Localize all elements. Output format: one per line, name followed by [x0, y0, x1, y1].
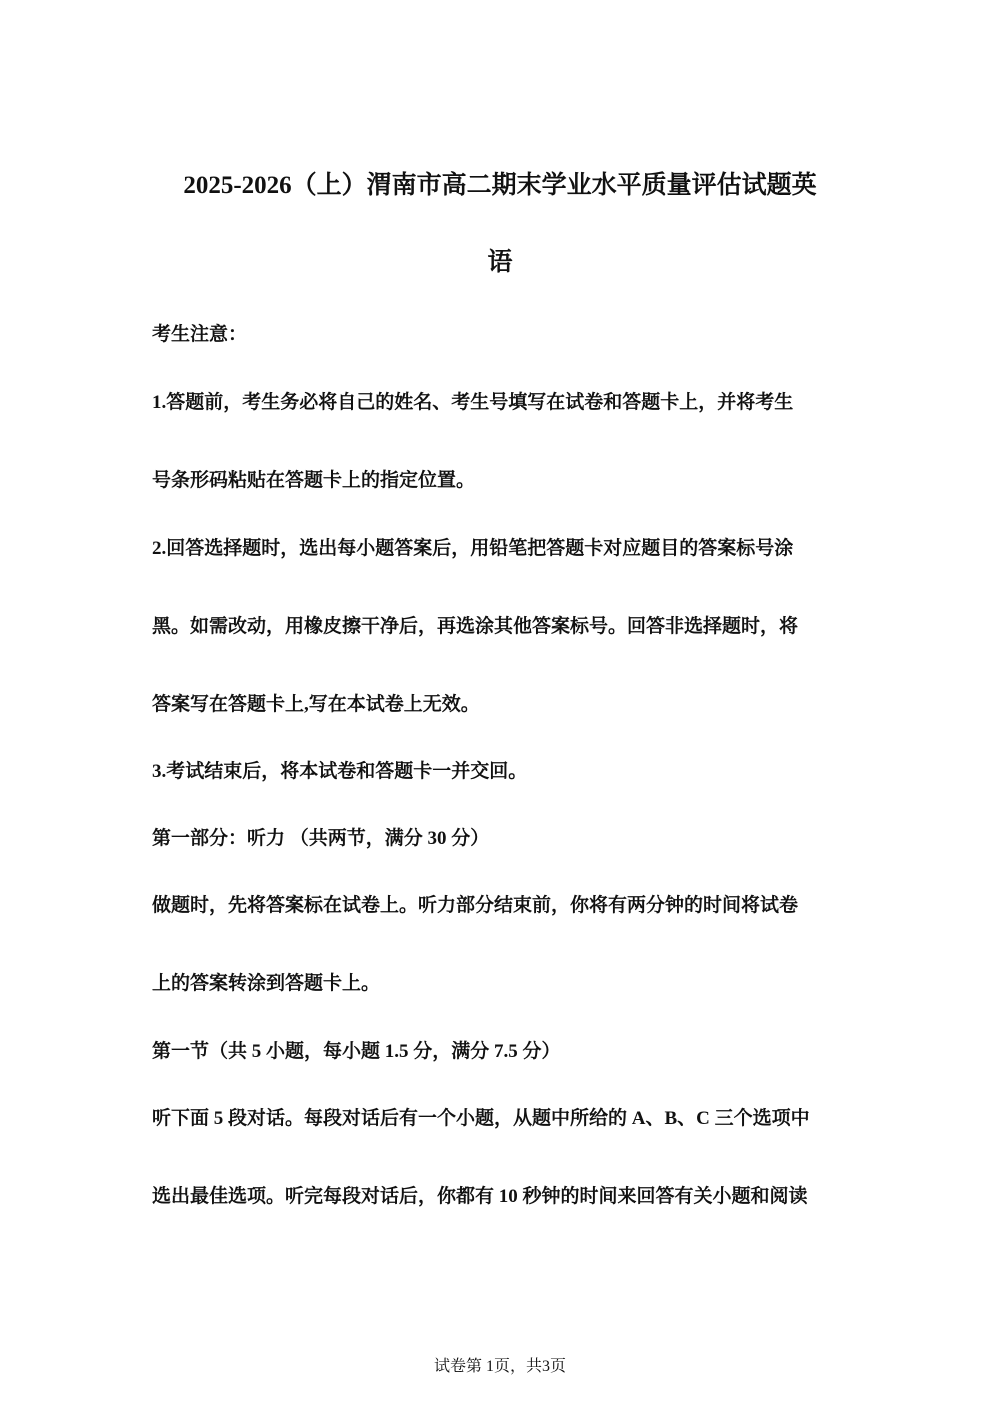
section1-heading: 第一节（共 5 小题，每小题 1.5 分，满分 7.5 分） — [152, 1041, 561, 1062]
notice-item-1-line-1: 1.答题前，考生务必将自己的姓名、考生号填写在试卷和答题卡上，并将考生 — [152, 392, 794, 413]
page-footer: 试卷第 1页，共3页 — [433, 1358, 566, 1375]
notice-item-1-line-2: 号条形码粘贴在答题卡上的指定位置。 — [152, 470, 476, 491]
section1-instruction-line-2: 选出最佳选项。听完每段对话后，你都有 10 秒钟的时间来回答有关小题和阅读 — [152, 1186, 808, 1207]
section1-instruction-line-1: 听下面 5 段对话。每段对话后有一个小题，从题中所给的 A、B、C 三个选项中 — [152, 1108, 810, 1129]
part1-instruction-line-1: 做题时，先将答案标在试卷上。听力部分结束前，你将有两分钟的时间将试卷 — [152, 895, 799, 916]
notice-item-3: 3.考试结束后，将本试卷和答题卡一并交回。 — [152, 761, 528, 782]
page-title-line-2: 语 — [487, 249, 513, 276]
page-title-line-1: 2025-2026（上）渭南市高二期末学业水平质量评估试题英 — [183, 172, 817, 199]
part1-instruction-line-2: 上的答案转涂到答题卡上。 — [152, 973, 381, 994]
part1-heading: 第一部分：听力 （共两节，满分 30 分） — [152, 828, 490, 849]
notice-item-2-line-3: 答案写在答题卡上,写在本试卷上无效。 — [152, 694, 480, 715]
notice-item-2-line-2: 黑。如需改动，用橡皮擦干净后，再选涂其他答案标号。回答非选择题时，将 — [152, 616, 799, 637]
notice-heading: 考生注意： — [152, 324, 248, 345]
notice-item-2-line-1: 2.回答选择题时，选出每小题答案后，用铅笔把答题卡对应题目的答案标号涂 — [152, 538, 794, 559]
